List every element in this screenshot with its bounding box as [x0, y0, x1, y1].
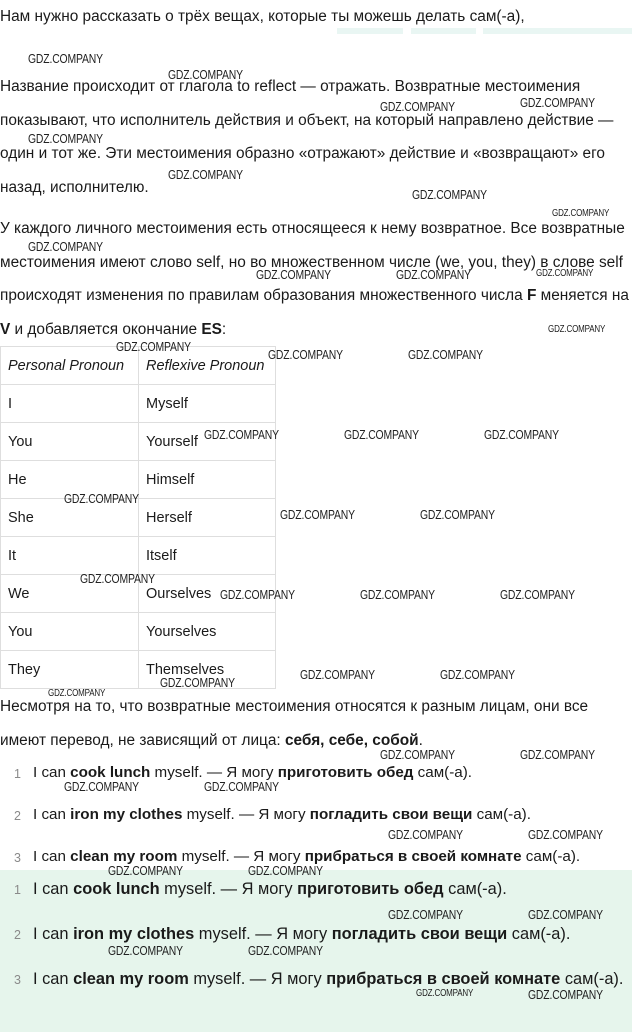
watermark: GDZ.COMPANY [64, 491, 139, 506]
plural-rule-text-3: и добавляется окончание [10, 320, 202, 338]
watermark: GDZ.COMPANY [388, 907, 463, 922]
plural-rule-text-2: меняется на [536, 287, 629, 304]
example-text: myself. — Я могу [159, 880, 298, 898]
example-text: myself. — Я могу [194, 925, 332, 943]
watermark: GDZ.COMPANY [520, 95, 595, 110]
watermark: GDZ.COMPANY [108, 943, 183, 958]
personal-cell: You [1, 423, 139, 461]
watermark: GDZ.COMPANY [440, 667, 515, 682]
reflexive-cell: Yourselves [139, 613, 276, 651]
example-text: I can [33, 806, 71, 823]
watermark: GDZ.COMPANY [204, 779, 279, 794]
personal-cell: I [1, 385, 139, 423]
watermark: GDZ.COMPANY [248, 943, 323, 958]
ending-es: ES [201, 320, 222, 338]
watermark: GDZ.COMPANY [528, 987, 603, 1002]
watermark: GDZ.COMPANY [64, 779, 139, 794]
watermark: GDZ.COMPANY [412, 187, 487, 202]
example-text: I can [33, 880, 74, 898]
watermark: GDZ.COMPANY [220, 587, 295, 602]
example-text: сам(-а). [521, 848, 581, 865]
cropped-line-fragment [411, 28, 476, 34]
example-translation: прибраться в своей комнате [326, 970, 561, 988]
watermark: GDZ.COMPANY [160, 675, 235, 690]
reflexive-cell: Myself [139, 385, 276, 423]
watermark: GDZ.COMPANY [420, 507, 495, 522]
example-text: сам(-а). [560, 970, 624, 988]
example-text: I can [33, 970, 74, 988]
watermark: GDZ.COMPANY [380, 99, 455, 114]
example-text: сам(-а). [472, 806, 531, 823]
personal-cell: It [1, 537, 139, 575]
item-number: 2 [14, 928, 21, 942]
watermark: GDZ.COMPANY [484, 427, 559, 442]
reflexive-cell: Himself [139, 461, 276, 499]
example-text: сам(-а). [413, 764, 472, 781]
watermark: GDZ.COMPANY [168, 67, 243, 82]
watermark: GDZ.COMPANY [360, 587, 435, 602]
item-number: 1 [14, 883, 21, 897]
table-row [1, 613, 276, 651]
example-verb: clean my room [73, 970, 189, 988]
watermark: GDZ.COMPANY [396, 267, 471, 282]
translation-end: . [418, 731, 423, 749]
watermark: GDZ.COMPANY [256, 267, 331, 282]
letter-v: V [0, 320, 11, 338]
watermark: GDZ.COMPANY [168, 167, 243, 182]
watermark: GDZ.COMPANY [268, 347, 343, 362]
plural-rule-colon: : [221, 320, 227, 338]
example-verb: cook lunch [70, 764, 151, 781]
watermark: GDZ.COMPANY [552, 208, 610, 219]
translation-bold: себя, себе, собой [284, 731, 419, 749]
example-text: myself. — Я могу [182, 806, 310, 823]
pronoun-table [0, 346, 276, 689]
highlighted-examples-list [0, 870, 632, 997]
example-text: I can [33, 925, 74, 943]
watermark: GDZ.COMPANY [28, 239, 103, 254]
item-number: 3 [14, 851, 21, 865]
example-text: сам(-а). [507, 925, 571, 943]
item-number: 2 [14, 809, 21, 823]
intro-text: Нам нужно рассказать о трёх вещах, которые ты можешь делать сам(-а), [0, 8, 525, 25]
header-personal-pronoun: Personal Pronoun [1, 347, 139, 385]
example-text: myself. — Я могу [150, 764, 278, 781]
watermark: GDZ.COMPANY [528, 827, 603, 842]
item-number: 3 [14, 973, 21, 987]
watermark: GDZ.COMPANY [344, 427, 419, 442]
example-translation: погладить свои вещи [309, 806, 473, 823]
example-translation: приготовить обед [277, 764, 414, 781]
watermark: GDZ.COMPANY [416, 988, 474, 999]
cropped-line-fragment [337, 28, 403, 34]
watermark: GDZ.COMPANY [204, 427, 279, 442]
definition-text: Название происходит от глагола to reflect — отражать. Возвратные местоимения показывают, что исполнитель действия и объект, на который направлено действие — один и тот же. Эти местоимения образно «отражают» действие и «возвращают» его назад, исполнителю. [0, 78, 614, 196]
example-verb: clean my room [70, 848, 178, 865]
reflexive-cell: Ourselves [139, 575, 276, 613]
watermark: GDZ.COMPANY [500, 587, 575, 602]
example-text: I can [33, 848, 71, 865]
example-verb: iron my clothes [73, 925, 195, 943]
watermark: GDZ.COMPANY [248, 863, 323, 878]
example-translation: погладить свои вещи [331, 925, 508, 943]
watermark: GDZ.COMPANY [80, 571, 155, 586]
personal-cell: He [1, 461, 139, 499]
reflexive-cell: Itself [139, 537, 276, 575]
reflexive-cell: Herself [139, 499, 276, 537]
watermark: GDZ.COMPANY [408, 347, 483, 362]
watermark: GDZ.COMPANY [280, 507, 355, 522]
plural-rule-text: У каждого личного местоимения есть относящееся к нему возвратное. Все возвратные местоимения имеют слово self, но во множественном числе (we, you, they) в слове self происходят изменения по правилам образования множественного числа [0, 220, 625, 304]
example-text: myself. — Я могу [177, 848, 305, 865]
example-verb: cook lunch [73, 880, 160, 898]
reflexive-cell: Yourself [139, 423, 276, 461]
watermark: GDZ.COMPANY [28, 131, 103, 146]
watermark: GDZ.COMPANY [520, 747, 595, 762]
item-number: 1 [14, 767, 21, 781]
table-row [1, 385, 276, 423]
personal-cell: She [1, 499, 139, 537]
example-text: myself. — Я могу [188, 970, 327, 988]
table-row [1, 537, 276, 575]
example-translation: приготовить обед [297, 880, 444, 898]
translation-text: Несмотря на то, что возвратные местоимения относятся к разным лицам, они все имеют перевод, не зависящий от лица: [0, 698, 589, 749]
cropped-line-fragment [483, 28, 632, 34]
personal-cell: We [1, 575, 139, 613]
header-reflexive-pronoun: Reflexive Pronoun [139, 347, 276, 385]
reflexive-cell: Themselves [139, 651, 276, 689]
watermark: GDZ.COMPANY [48, 688, 106, 699]
watermark: GDZ.COMPANY [528, 907, 603, 922]
watermark: GDZ.COMPANY [380, 747, 455, 762]
personal-cell: You [1, 613, 139, 651]
watermark: GDZ.COMPANY [300, 667, 375, 682]
watermark: GDZ.COMPANY [116, 339, 191, 354]
example-verb: iron my clothes [70, 806, 183, 823]
watermark: GDZ.COMPANY [108, 863, 183, 878]
watermark: GDZ.COMPANY [388, 827, 463, 842]
example-text: сам(-а). [443, 880, 507, 898]
example-text: I can [33, 764, 71, 781]
example-translation: прибраться в своей комнате [304, 848, 522, 865]
watermark: GDZ.COMPANY [536, 268, 594, 279]
personal-cell: They [1, 651, 139, 689]
watermark: GDZ.COMPANY [548, 324, 606, 335]
watermark: GDZ.COMPANY [28, 51, 103, 66]
letter-f: F [526, 287, 537, 304]
